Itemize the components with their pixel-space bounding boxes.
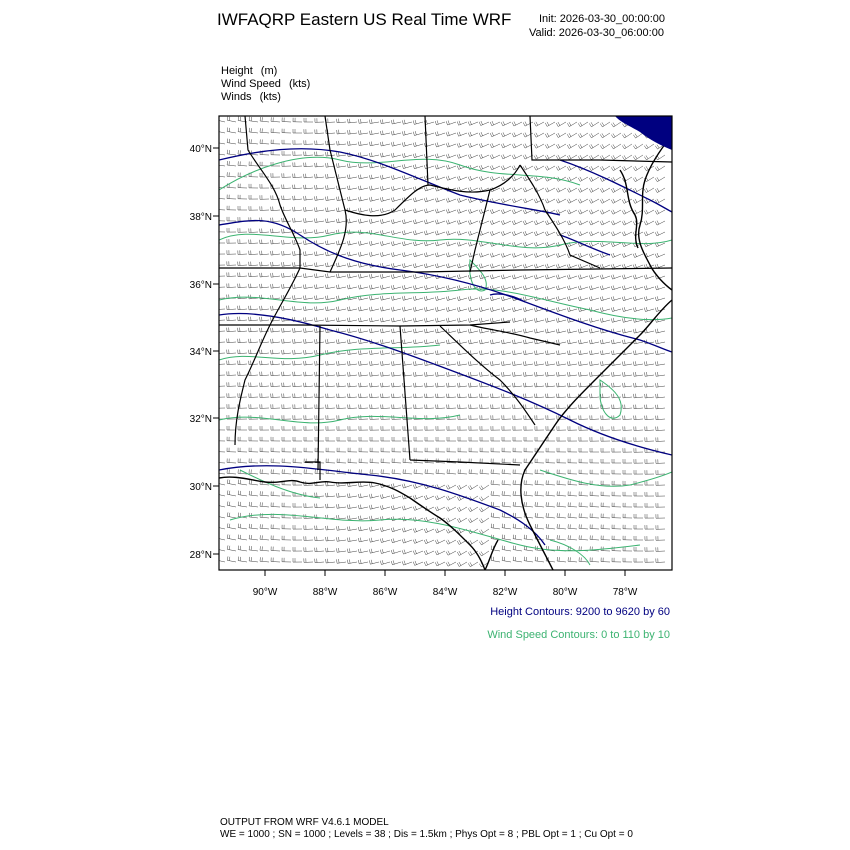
lon-label-84: 84°W (432, 587, 458, 598)
footer-line-2: WE = 1000 ; SN = 1000 ; Levels = 38 ; Dis = 1.5km ; Phys Opt = 8 ; PBL Opt = 1 ; Cu Opt = 0 (220, 829, 633, 840)
footer-line-1: OUTPUT FROM WRF V4.6.1 MODEL (220, 817, 389, 828)
wind-contours-caption: Wind Speed Contours: 0 to 110 by 10 (487, 629, 670, 641)
lon-label-82: 82°W (492, 587, 518, 598)
legend-winds-label: Winds (221, 91, 252, 103)
lon-label-78: 78°W (612, 587, 638, 598)
lat-label-32: 32°N (189, 414, 212, 425)
valid-time: Valid: 2026-03-30_06:00:00 (529, 27, 664, 39)
lat-label-30: 30°N (189, 482, 212, 493)
legend-wind-speed-label: Wind Speed (221, 78, 281, 90)
lon-label-86: 86°W (372, 587, 398, 598)
init-time: Init: 2026-03-30_00:00:00 (539, 13, 665, 25)
legend-height-label: Height (221, 65, 253, 77)
lat-label-36: 36°N (189, 280, 212, 291)
height-contours-caption: Height Contours: 9200 to 9620 by 60 (490, 606, 670, 618)
lat-label-38: 38°N (189, 212, 212, 223)
lon-label-80: 80°W (552, 587, 578, 598)
map-title: IWFAQRP Eastern US Real Time WRF (217, 10, 512, 29)
lon-label-90: 90°W (252, 587, 278, 598)
legend-winds-units: (kts) (259, 91, 281, 103)
map-background (219, 116, 672, 570)
model-info-footer (220, 817, 633, 841)
lon-label-88: 88°W (312, 587, 338, 598)
lat-label-34: 34°N (189, 347, 212, 358)
legend-wind-speed-units: (kts) (288, 78, 311, 90)
lat-label-28: 28°N (189, 550, 212, 561)
lat-label-40: 40°N (189, 144, 212, 155)
legend-height-units: (m) (260, 65, 278, 77)
